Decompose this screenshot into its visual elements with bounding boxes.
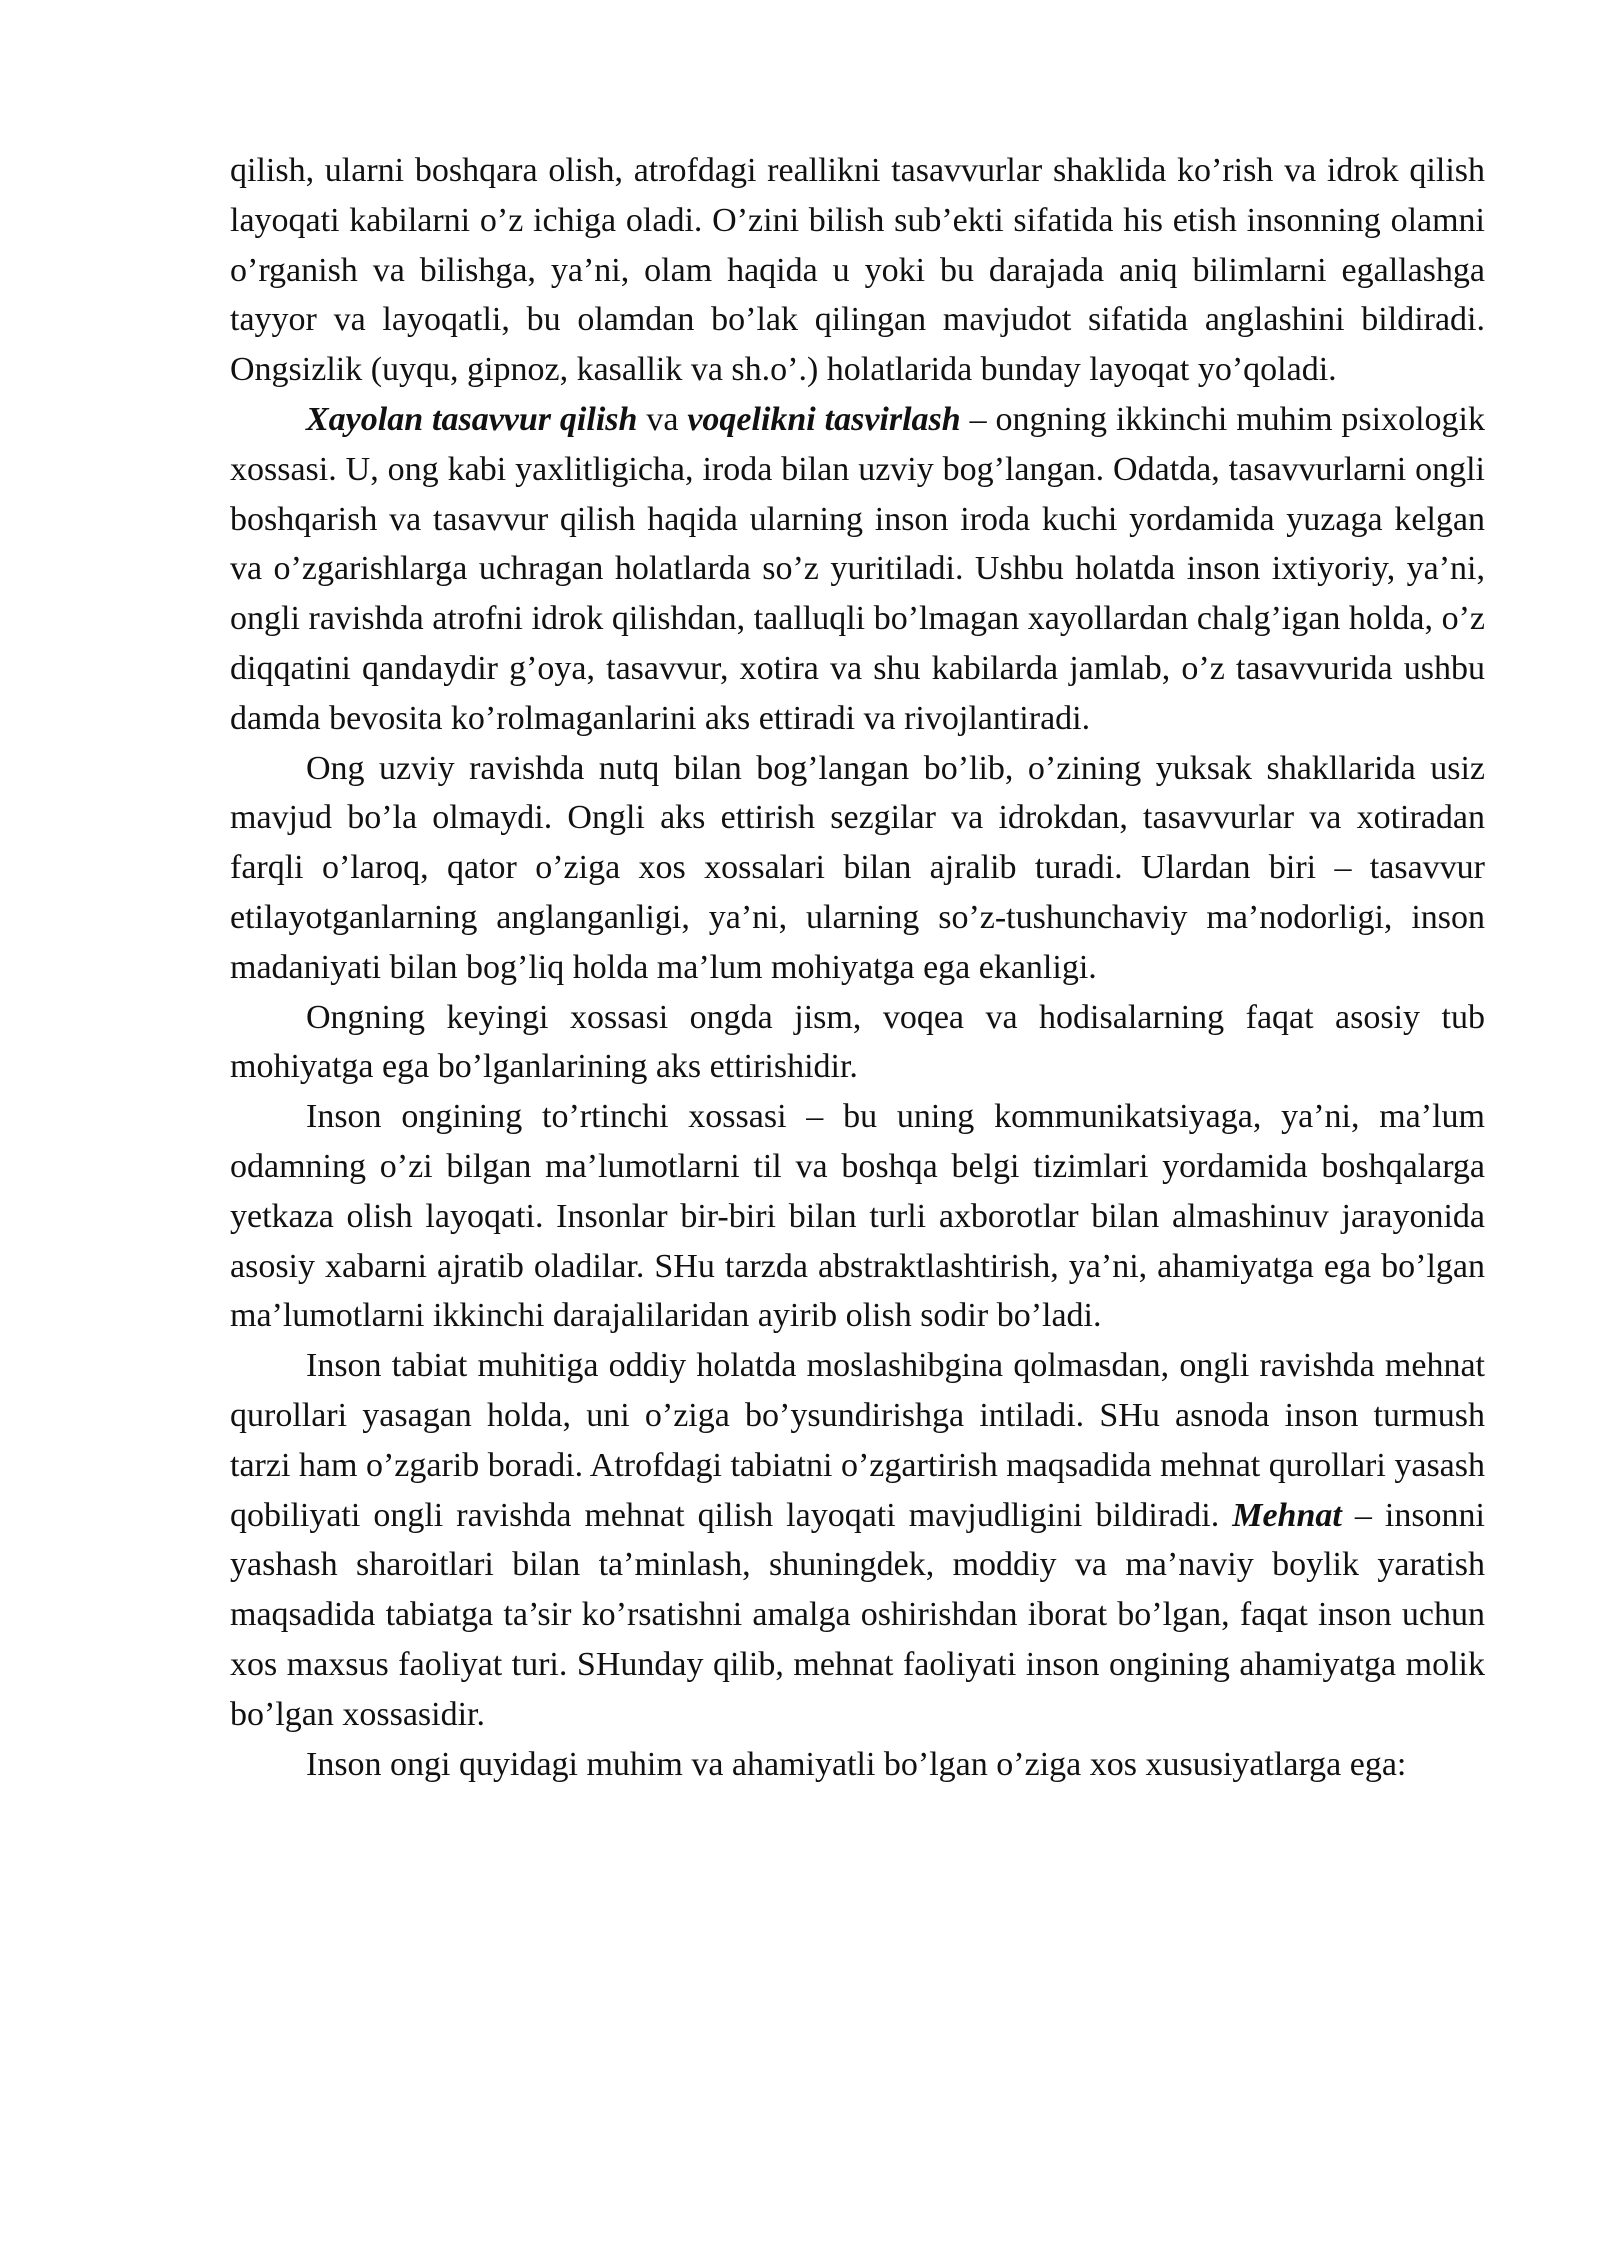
paragraph-5-text: Inson ongining to’rtinchi xossasi – bu uning kommunikatsiyaga, ya’ni, ma’lum odamning o’zi bilgan ma’lumotlarni til va boshqa belgi tizimlari yordamida boshqalarga yetkaza olish layoqati. Insonlar bir-biri bilan turli axborotlar bilan almashinuv jarayonida asosiy xabarni ajratib oladilar. SHu tarzda abstraktlashtirish, ya’ni, ahamiyatga ega bo’lgan ma’lumotlarni ikkinchi darajalilaridan ayirib olish sodir bo’ladi. [230,1098,1485,1335]
paragraph-3-text: Ong uzviy ravishda nutq bilan bog’langan bo’lib, o’zining yuksak shakllarida usiz mavjud bo’la olmaydi. Ongli aks ettirish sezgilar va idrokdan, tasavvurlar va xotiradan farqli o’laroq, qator o’ziga xos xossalari bilan ajralib turadi. Ulardan biri – tasavvur etilayotganlarning anglanganligi, ya’ni, ularning so’z-tushunchaviy ma’nodorligi, inson madaniyati bilan bog’liq holda ma’lum mohiyatga ega ekanligi. [230,749,1485,986]
term-mehnat: Mehnat [1232,1496,1342,1534]
paragraph-1 [230,146,1485,395]
paragraph-4-text: Ongning keyingi xossasi ongda jism, voqea va hodisalarning faqat asosiy tub mohiyatga ega bo’lganlarining aks ettirishidir. [230,998,1485,1086]
paragraph-6 [230,1341,1485,1739]
paragraph-6-text-a: Inson tabiat muhitiga oddiy holatda moslashibgina qolmasdan, ongli ravishda mehnat qurollari yasagan holda, uni o’ziga bo’ysundirishga intiladi. SHu asnoda inson turmush tarzi ham o’zgarib boradi. Atrofdagi tabiatni o’zgartirish maqsadida mehnat qurollari yasash qobiliyati ongli ravishda mehnat qilish layoqati mavjudligini bildiradi. [230,1347,1485,1534]
paragraph-1-text: qilish, ularni boshqara olish, atrofdagi reallikni tasavvurlar shaklida ko’rish va idrok qilish layoqati kabilarni o’z ichiga oladi. O’zini bilish sub’ekti sifatida his etish insonning olamni o’rganish va bilishga, ya’ni, olam haqida u yoki bu darajada aniq bilimlarni egallashga tayyor va layoqatli, bu olamdan bo’lak qilingan mavjudot sifatida anglashini bildiradi. Ongsizlik (uyqu, gipnoz, kasallik va sh.o’.) holatlarida bunday layoqat yo’qoladi. [230,152,1485,389]
paragraph-2 [230,395,1485,744]
paragraph-2-text: – ongning ikkinchi muhim psixologik xossasi. U, ong kabi yaxlitligicha, iroda bilan uzviy bog’langan. Odatda, tasavvurlarni ongli boshqarish va tasavvur qilish haqida ularning inson iroda kuchi yordamida yuzaga kelgan va o’zgarishlarga uchragan holatlarda so’z yuritiladi. Ushbu holatda inson ixtiyoriy, ya’ni, ongli ravishda atrofni idrok qilishdan, taalluqli bo’lmagan xayollardan chalg’igan holda, o’z diqqatini qandaydir g’oya, tasavvur, xotira va shu kabilarda jamlab, o’z tasavvurida ushbu damda bevosita ko’rolmaganlarini aks ettiradi va rivojlantiradi. [230,400,1486,737]
paragraph-3 [230,744,1485,993]
term-voqelikni-tasvirlash: voqelikni tasvirlash [687,400,961,438]
paragraph-5 [230,1092,1485,1341]
paragraph-7 [230,1740,1485,1790]
paragraph-6-text-b: – insonni yashash sharoitlari bilan ta’minlash, shuningdek, moddiy va ma’naviy boylik yaratish maqsadida tabiatga ta’sir ko’rsatishni amalga oshirishdan iborat bo’lgan, faqat inson uchun xos maxsus faoliyat turi. SHunday qilib, mehnat faoliyati inson ongining ahamiyatga molik bo’lgan xossasidir. [230,1496,1486,1733]
term-xayolan-tasavvur: Xayolan tasavvur qilish [306,400,638,438]
paragraph-4 [230,993,1485,1093]
paragraph-2-connector: va [637,400,688,438]
paragraph-7-text: Inson ongi quyidagi muhim va ahamiyatli bo’lgan o’ziga xos xususiyatlarga ega: [306,1745,1407,1783]
document-page [230,146,1485,1789]
